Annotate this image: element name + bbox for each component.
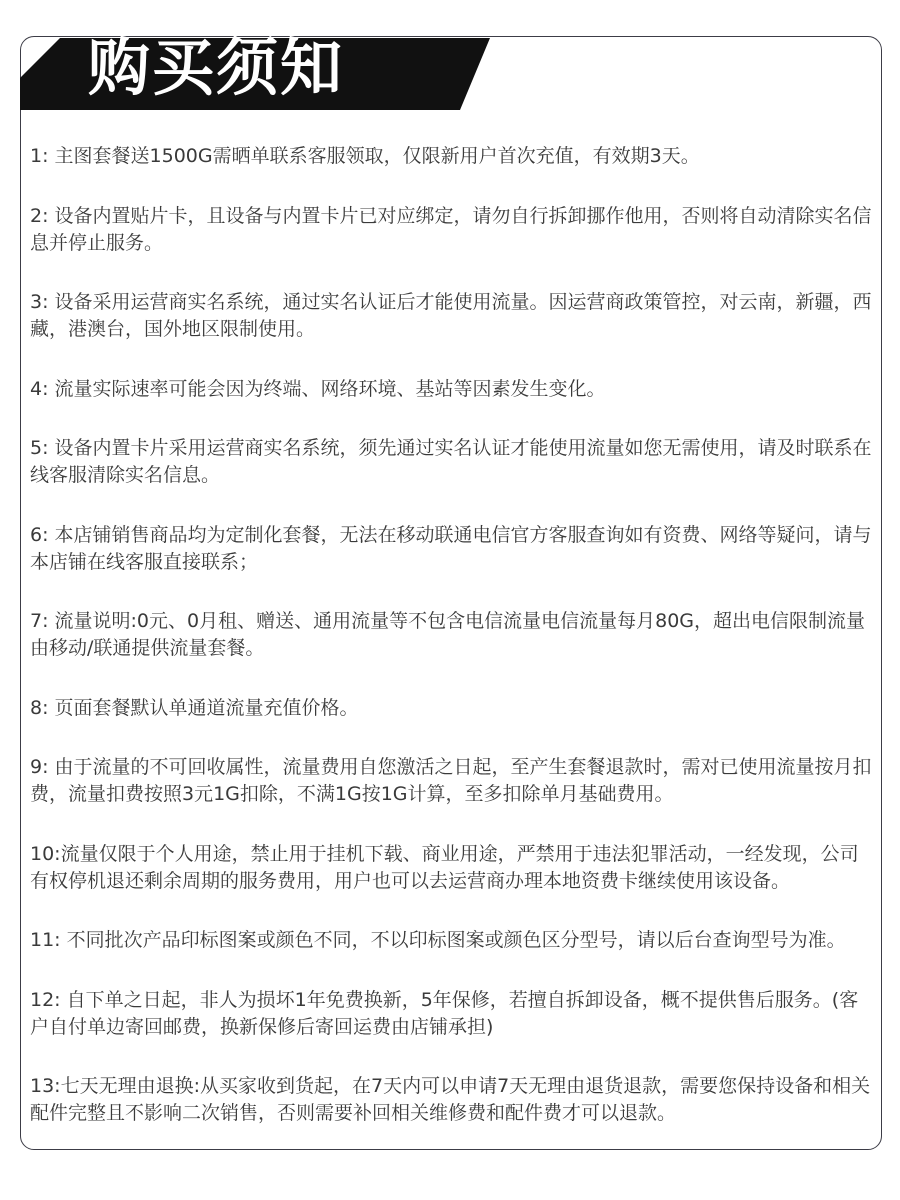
- notice-item-7: 7: 流量说明:0元、0月租、赠送、通用流量等不包含电信流量电信流量每月80G，超出电信限制流量由移动/联通提供流量套餐。: [30, 610, 866, 659]
- page-title: 购买须知: [88, 31, 345, 104]
- notice-item-13: 13:七天无理由退换:从买家收到货起，在7天内可以申请7天无理由退货退款，需要您保持设备和相关配件完整且不影响二次销售，否则需要补回相关维修费和配件费才可以退款。: [30, 1075, 871, 1124]
- notice-item-8: 8: 页面套餐默认单通道流量充值价格。: [30, 696, 359, 719]
- notice-item-1: 1: 主图套餐送1500G需晒单联系客服领取，仅限新用户首次充值，有效期3天。: [30, 145, 700, 167]
- notice-item-3: 3: 设备采用运营商实名系统，通过实名认证后才能使用流量。因运营商政策管控，对云南，新疆，西藏，港澳台，国外地区限制使用。: [30, 291, 872, 340]
- notice-list: [30, 143, 876, 1160]
- notice-item-12: 12: 自下单之日起，非人为损坏1年免费换新，5年保修，若擅自拆卸设备，概不提供售后服务。(客户自付单边寄回邮费，换新保修后寄回运费由店铺承担): [30, 988, 859, 1038]
- notice-item-2: 2: 设备内置贴片卡，且设备与内置卡片已对应绑定，请勿自行拆卸挪作他用，否则将自动清除实名信息并停止服务。: [30, 204, 872, 254]
- notice-item-9: 9: 由于流量的不可回收属性，流量费用自您激活之日起，至产生套餐退款时，需对已使用流量按月扣费，流量扣费按照3元1G扣除，不满1G按1G计算，至多扣除单月基础费用。: [30, 756, 872, 805]
- notice-item-10: 10:流量仅限于个人用途，禁止用于挂机下载、商业用途，严禁用于违法犯罪活动，一经发现，公司有权停机退还剩余周期的服务费用，用户也可以去运营商办理本地资费卡继续使用该设备。: [30, 842, 859, 892]
- notice-item-4: 4: 流量实际速率可能会因为终端、网络环境、基站等因素发生变化。: [30, 377, 606, 400]
- notice-item-6: 6: 本店铺销售商品均为定制化套餐，无法在移动联通电信官方客服查询如有资费、网络等疑问，请与本店铺在线客服直接联系；: [30, 523, 872, 573]
- notice-item-5: 5: 设备内置卡片采用运营商实名系统，须先通过实名认证才能使用流量如您无需使用，请及时联系在线客服清除实名信息。: [30, 437, 872, 486]
- notice-item-11: 11: 不同批次产品印标图案或颜色不同，不以印标图案或颜色区分型号，请以后台查询型号为准。: [30, 929, 846, 951]
